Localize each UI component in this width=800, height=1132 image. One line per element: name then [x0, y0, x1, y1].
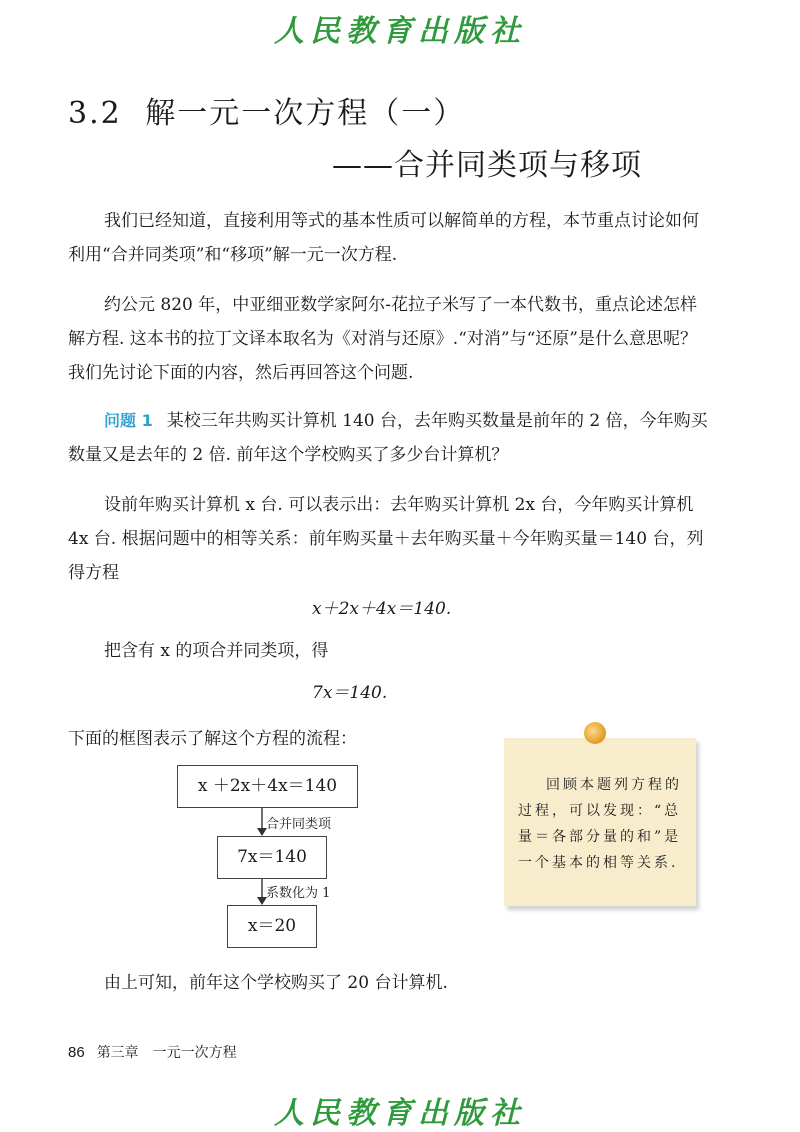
conclusion-paragraph: 由上可知，前年这个学校购买了 20 台计算机. [104, 973, 448, 993]
equation-2: 7x＝140. [312, 683, 388, 703]
page-footer [68, 1042, 237, 1062]
problem-label: 问题 1 [104, 411, 153, 430]
flow-box-1: x ＋2x＋4x＝140 [177, 765, 358, 808]
flow-box-3: x＝20 [227, 905, 317, 948]
section-title [68, 88, 465, 132]
flow-intro: 下面的框图表示了解这个方程的流程： [68, 729, 357, 749]
chapter-label: 第三章 一元一次方程 [96, 1045, 237, 1061]
page-number: 86 [68, 1044, 85, 1061]
publisher-logo-bottom: 人民教育出版社 [274, 1096, 526, 1131]
flow-step-2: 系数化为 1 [266, 886, 331, 901]
pushpin-icon [584, 722, 606, 744]
section-number: 3.2 [68, 96, 122, 131]
publisher-logo-top: 人民教育出版社 [274, 14, 526, 49]
setup-paragraph: 设前年购买计算机 x 台. 可以表示出：去年购买计算机 2x 台，今年购买计算机 4x 台. 根据问题中的相等关系：前年购买量＋去年购买量＋今年购买量＝140 台，列得方程 [68, 495, 704, 583]
equation-1: x＋2x＋4x＝140. [312, 599, 452, 619]
section-title-text: 解一元一次方程（一） [145, 96, 466, 131]
section-subtitle: ——合并同类项与移项 [332, 148, 642, 183]
intro-paragraph: 我们已经知道，直接利用等式的基本性质可以解简单的方程，本节重点讨论如何利用“合并同类项”和“移项”解一元一次方程. [68, 211, 699, 265]
sticky-note: 回顾本题列方程的过程，可以发现：“总量＝各部分量的和”是一个基本的相等关系. [504, 738, 696, 906]
flow-step-1: 合并同类项 [266, 817, 332, 832]
flow-box-2: 7x＝140 [217, 836, 327, 879]
combine-paragraph: 把含有 x 的项合并同类项，得 [104, 641, 329, 661]
problem-text: 某校三年共购买计算机 140 台，去年购买数量是前年的 2 倍，今年购买数量又是去年的 2 倍. 前年这个学校购买了多少台计算机？ [68, 411, 708, 465]
history-paragraph: 约公元 820 年，中亚细亚数学家阿尔-花拉子米写了一本代数书，重点论述怎样解方程. 这本书的拉丁文译本取名为《对消与还原》.“对消”与“还原”是什么意思呢？我们先讨论下面的内容，然后再回答这个问题. [68, 295, 697, 383]
problem-paragraph [68, 404, 710, 472]
